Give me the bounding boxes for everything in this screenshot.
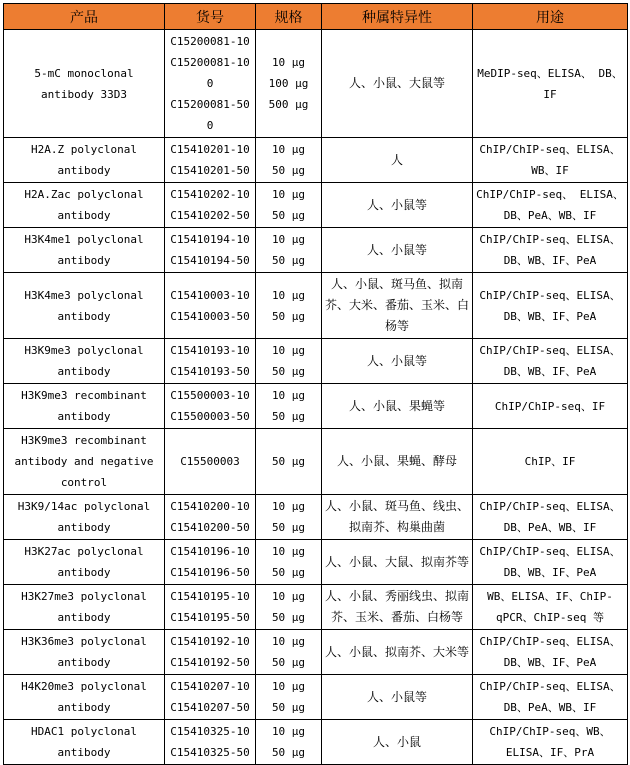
- product-name-cell: H3K9/14ac polyclonal antibody: [4, 495, 165, 540]
- catalog-line: C15410195-50: [170, 611, 250, 624]
- catalog-number-cell: [165, 339, 256, 384]
- product-name-cell: H3K9me3 recombinant antibody: [4, 384, 165, 429]
- specification-cell: [256, 495, 322, 540]
- catalog-line: C15410194-10: [170, 233, 250, 246]
- catalog-number-cell: [165, 138, 256, 183]
- product-name-cell: H3K36me3 polyclonal antibody: [4, 630, 165, 675]
- specification-cell: [256, 339, 322, 384]
- usage-cell: ChIP/ChIP-seq、ELISA、DB、WB、IF、PeA: [473, 228, 628, 273]
- catalog-line: C15500003-50: [170, 410, 250, 423]
- species-specificity-cell: 人、小鼠、大鼠等: [322, 30, 473, 138]
- catalog-line: C15410201-10: [170, 143, 250, 156]
- species-specificity-cell: 人、小鼠、秀丽线虫、拟南芥、玉米、番茄、白杨等: [322, 585, 473, 630]
- product-name-cell: H3K4me1 polyclonal antibody: [4, 228, 165, 273]
- product-name-cell: H3K27me3 polyclonal antibody: [4, 585, 165, 630]
- product-name-cell: H3K9me3 recombinant antibody and negative control: [4, 429, 165, 495]
- table-row: [4, 585, 628, 630]
- spec-line: 10 μg: [271, 545, 306, 558]
- specification-cell: [256, 540, 322, 585]
- spec-line: 50 μg: [271, 254, 306, 267]
- specification-cell: [256, 585, 322, 630]
- table-row: [4, 630, 628, 675]
- table-row: [4, 30, 628, 138]
- column-header-species: 种属特异性: [322, 4, 473, 30]
- catalog-line: C15410194-50: [170, 254, 250, 267]
- catalog-line: C15410196-50: [170, 566, 250, 579]
- spec-line: 50 μg: [271, 455, 306, 468]
- catalog-number-cell: [165, 540, 256, 585]
- spec-line: 10 μg: [271, 500, 306, 513]
- catalog-number-cell: [165, 720, 256, 765]
- catalog-number-cell: [165, 630, 256, 675]
- table-row: [4, 429, 628, 495]
- usage-cell: ChIP/ChIP-seq、 ELISA、DB、PeA、WB、IF: [473, 183, 628, 228]
- product-name-cell: H3K9me3 polyclonal antibody: [4, 339, 165, 384]
- spec-line: 10 μg: [271, 635, 306, 648]
- usage-cell: ChIP、IF: [473, 429, 628, 495]
- table-row: [4, 495, 628, 540]
- table-body: [4, 30, 628, 765]
- catalog-line: C15410207-10: [170, 680, 250, 693]
- species-specificity-cell: 人、小鼠: [322, 720, 473, 765]
- catalog-number-cell: [165, 183, 256, 228]
- usage-cell: MeDIP-seq、ELISA、 DB、IF: [473, 30, 628, 138]
- catalog-line: C15410193-50: [170, 365, 250, 378]
- specification-cell: [256, 30, 322, 138]
- header-row: [4, 4, 628, 30]
- spec-line: 100 μg: [268, 77, 309, 90]
- catalog-line: C15410202-50: [170, 209, 250, 222]
- catalog-line: C15410202-10: [170, 188, 250, 201]
- catalog-number-cell: [165, 675, 256, 720]
- usage-cell: ChIP/ChIP-seq、ELISA、DB、PeA、WB、IF: [473, 495, 628, 540]
- catalog-line: C15410195-10: [170, 590, 250, 603]
- catalog-line: C15410192-50: [170, 656, 250, 669]
- product-name-cell: H4K20me3 polyclonal antibody: [4, 675, 165, 720]
- product-name-cell: HDAC1 polyclonal antibody: [4, 720, 165, 765]
- spec-line: 10 μg: [271, 233, 306, 246]
- species-specificity-cell: 人、小鼠、果蝇等: [322, 384, 473, 429]
- specification-cell: [256, 228, 322, 273]
- spec-line: 50 μg: [271, 309, 306, 323]
- table-row: [4, 675, 628, 720]
- spec-line: 10 μg: [271, 288, 306, 302]
- specification-cell: [256, 630, 322, 675]
- spec-line: 10 μg: [271, 725, 306, 738]
- table-row: [4, 138, 628, 183]
- catalog-line: C15410200-50: [170, 521, 250, 534]
- catalog-number-cell: [165, 273, 256, 339]
- catalog-number-cell: [165, 30, 256, 138]
- catalog-line: C15500003-10: [170, 389, 250, 402]
- table-row: [4, 339, 628, 384]
- table-row: [4, 183, 628, 228]
- spec-line: 50 μg: [271, 746, 306, 759]
- spec-line: 50 μg: [271, 410, 306, 423]
- catalog-number-cell: [165, 429, 256, 495]
- table-row: [4, 720, 628, 765]
- usage-cell: ChIP/ChIP-seq、ELISA、DB、WB、IF、PeA: [473, 540, 628, 585]
- usage-cell: ChIP/ChIP-seq、ELISA、DB、WB、IF、PeA: [473, 273, 628, 339]
- catalog-number-cell: [165, 585, 256, 630]
- species-specificity-cell: 人、小鼠、拟南芥、大米等: [322, 630, 473, 675]
- product-name-cell: H2A.Zac polyclonal antibody: [4, 183, 165, 228]
- specification-cell: [256, 675, 322, 720]
- catalog-line: C15410201-50: [170, 164, 250, 177]
- table-row: [4, 273, 628, 339]
- usage-cell: ChIP/ChIP-seq、WB、ELISA、IF、PrA: [473, 720, 628, 765]
- catalog-line: C15410207-50: [170, 701, 250, 714]
- specification-cell: [256, 273, 322, 339]
- antibody-product-table: [3, 3, 628, 765]
- column-header-product: 产品: [4, 4, 165, 30]
- usage-cell: ChIP/ChIP-seq、ELISA、DB、WB、IF、PeA: [473, 630, 628, 675]
- catalog-line: C15410196-10: [170, 545, 250, 558]
- species-specificity-cell: 人、小鼠、斑马鱼、线虫、拟南芥、构巢曲菌: [322, 495, 473, 540]
- spec-line: 10 μg: [271, 56, 306, 69]
- catalog-line: C15200081-500: [170, 98, 250, 132]
- column-header-spec: 规格: [256, 4, 322, 30]
- spec-line: 10 μg: [271, 143, 306, 156]
- product-name-cell: H2A.Z polyclonal antibody: [4, 138, 165, 183]
- species-specificity-cell: 人、小鼠等: [322, 675, 473, 720]
- spec-line: 50 μg: [271, 521, 306, 534]
- spec-line: 50 μg: [271, 566, 306, 579]
- catalog-number-cell: [165, 384, 256, 429]
- usage-cell: ChIP/ChIP-seq、ELISA、DB、PeA、WB、IF: [473, 675, 628, 720]
- product-name-cell: 5-mC monoclonal antibody 33D3: [4, 30, 165, 138]
- spec-line: 500 μg: [268, 98, 309, 111]
- table-row: [4, 228, 628, 273]
- spec-line: 10 μg: [271, 188, 306, 201]
- specification-cell: [256, 720, 322, 765]
- catalog-line: C15410192-10: [170, 635, 250, 648]
- specification-cell: [256, 384, 322, 429]
- catalog-number-cell: [165, 495, 256, 540]
- spec-line: 10 μg: [271, 389, 306, 402]
- spec-line: 50 μg: [271, 365, 306, 378]
- species-specificity-cell: 人、小鼠等: [322, 339, 473, 384]
- spec-line: 50 μg: [271, 656, 306, 669]
- species-specificity-cell: 人、小鼠、大鼠、拟南芥等: [322, 540, 473, 585]
- spec-line: 10 μg: [271, 590, 306, 603]
- spec-line: 10 μg: [271, 344, 306, 357]
- catalog-line: C15410003-10: [170, 288, 250, 302]
- spec-line: 50 μg: [271, 701, 306, 714]
- species-specificity-cell: 人、小鼠、果蝇、酵母: [322, 429, 473, 495]
- catalog-line: C15410325-50: [170, 746, 250, 759]
- species-specificity-cell: 人、小鼠等: [322, 228, 473, 273]
- table-row: [4, 384, 628, 429]
- spec-line: 50 μg: [271, 611, 306, 624]
- usage-cell: ChIP/ChIP-seq、IF: [473, 384, 628, 429]
- species-specificity-cell: 人、小鼠、斑马鱼、拟南芥、大米、番茄、玉米、白杨等: [322, 273, 473, 339]
- catalog-line: C15410003-50: [170, 309, 250, 323]
- usage-cell: ChIP/ChIP-seq、ELISA、DB、WB、IF、PeA: [473, 339, 628, 384]
- column-header-usage: 用途: [473, 4, 628, 30]
- table-row: [4, 540, 628, 585]
- specification-cell: [256, 429, 322, 495]
- usage-cell: WB、ELISA、IF、ChIP-qPCR、ChIP-seq 等: [473, 585, 628, 630]
- catalog-line: C15410325-10: [170, 725, 250, 738]
- catalog-line: C15200081-10: [170, 35, 250, 48]
- column-header-catalog: 货号: [165, 4, 256, 30]
- catalog-line: C15200081-100: [170, 56, 250, 90]
- specification-cell: [256, 138, 322, 183]
- spec-line: 10 μg: [271, 680, 306, 693]
- product-name-cell: H3K27ac polyclonal antibody: [4, 540, 165, 585]
- catalog-line: C15500003: [180, 455, 240, 468]
- catalog-line: C15410193-10: [170, 344, 250, 357]
- catalog-line: C15410200-10: [170, 500, 250, 513]
- species-specificity-cell: 人、小鼠等: [322, 183, 473, 228]
- species-specificity-cell: 人: [322, 138, 473, 183]
- product-name-cell: H3K4me3 polyclonal antibody: [4, 273, 165, 339]
- spec-line: 50 μg: [271, 164, 306, 177]
- specification-cell: [256, 183, 322, 228]
- spec-line: 50 μg: [271, 209, 306, 222]
- catalog-number-cell: [165, 228, 256, 273]
- usage-cell: ChIP/ChIP-seq、ELISA、WB、IF: [473, 138, 628, 183]
